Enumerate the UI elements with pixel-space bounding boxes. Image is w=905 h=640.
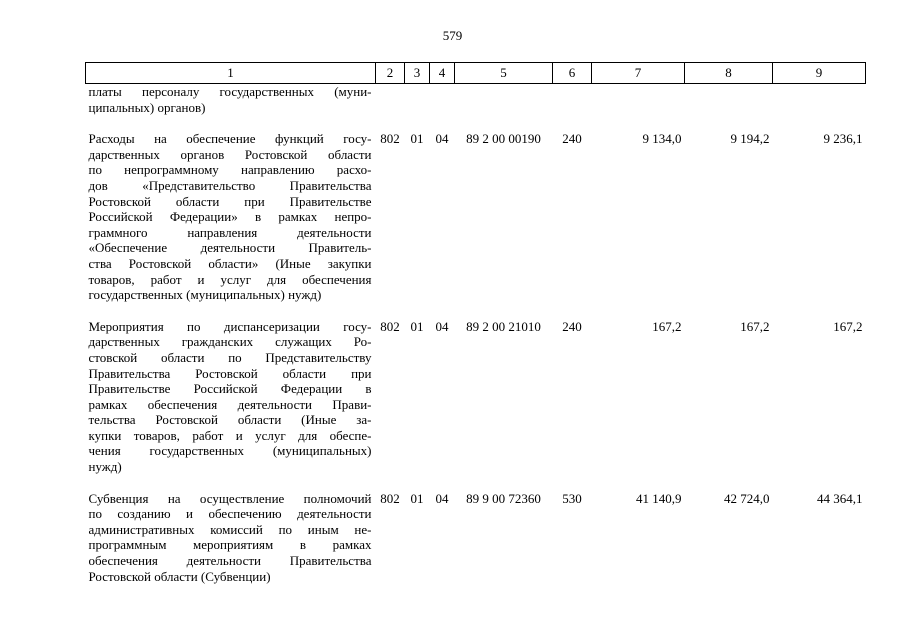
row-code-subsection: 04 [435,490,449,506]
column-header-7: 7 [592,63,685,84]
row-code-expense-type: 240 [562,131,582,147]
column-header-3: 3 [405,63,430,84]
table-row [86,491,866,601]
description-line: платы персоналу государственных (муни- [88,84,372,99]
row-amount-year-1: 41 140,9 [636,490,682,506]
row-code-subsection: 04 [435,131,449,147]
row-code-admin: 802 [380,318,400,334]
description-line: Ростовской области (Субвенции) [88,568,271,584]
row-code-target: 89 9 00 72360 [466,490,541,506]
row-amount-year-1 [592,84,685,132]
row-code-section: 01 [410,131,424,147]
table-row [86,84,866,132]
row-code-admin [376,84,405,132]
row-description [86,84,376,132]
description-line: ства Ростовской области» (Иные закупки [88,255,372,271]
description-line: обеспечения деятельности Правительства [88,553,372,569]
row-amount-year-3: 167,2 [833,318,863,334]
description-line: по созданию и обеспечению деятельности [88,506,372,522]
description-line: рамках обеспечения деятельности Прави- [88,396,372,412]
description-line: Расходы на обеспечение функций госу- [88,131,372,147]
column-header-1: 1 [86,63,376,84]
description-line: стовской области по Представительству [88,349,372,365]
row-code-admin: 802 [380,490,400,506]
description-line: административных комиссий по иным не- [88,521,372,537]
description-line: дов «Представительство Правительства [88,177,372,193]
description-line: Ростовской области при Правительстве [88,193,372,209]
row-amount-year-3 [773,84,866,132]
description-line: Правительства Ростовской области при [88,365,372,381]
row-code-admin: 802 [380,131,400,147]
description-line: товаров, работ и услуг для обеспечения [88,271,372,287]
description-line: купки товаров, работ и услуг для обеспе- [88,427,372,443]
description-line: Мероприятия по диспансеризации госу- [88,318,372,334]
description-line: программным мероприятиям в рамках [88,537,372,553]
row-amount-year-1: 9 134,0 [642,131,682,147]
row-amount-year-2 [685,84,773,132]
description-line: Правительстве Российской Федерации в [88,381,372,397]
table-row [86,131,866,319]
row-code-subsection: 04 [435,318,449,334]
row-amount-year-3: 9 236,1 [823,131,863,147]
column-header-5: 5 [455,63,553,84]
row-description [86,319,376,491]
description-line: чения государственных (муниципальных) [88,443,372,459]
row-code-section: 01 [410,318,424,334]
row-description [86,131,376,319]
row-amount-year-2: 42 724,0 [724,490,770,506]
column-header-2: 2 [376,63,405,84]
description-line: Российской Федерации» в рамках непро- [88,209,372,225]
table-body [86,84,866,601]
table-row [86,319,866,491]
description-line: нужд) [88,459,122,475]
column-header-4: 4 [430,63,455,84]
column-header-8: 8 [685,63,773,84]
row-code-target: 89 2 00 21010 [466,318,541,334]
row-code-subsection [430,84,455,132]
row-code-section [405,84,430,132]
row-code-target: 89 2 00 00190 [466,131,541,147]
row-code-expense-type [553,84,592,132]
description-line: дарственных гражданских служащих Ро- [88,334,372,350]
description-line: дарственных органов Ростовской области [88,146,372,162]
description-line: государственных (муниципальных) нужд) [88,287,322,303]
description-line: Субвенция на осуществление полномочий [88,490,372,506]
row-amount-year-2: 9 194,2 [730,131,770,147]
row-code-target [455,84,553,132]
row-amount-year-3: 44 364,1 [817,490,863,506]
description-line: «Обеспечение деятельности Правитель- [88,240,372,256]
column-header-6: 6 [553,63,592,84]
table-header-row [86,63,866,84]
row-code-expense-type: 530 [562,490,582,506]
description-line: по непрограммному направлению расхо- [88,162,372,178]
row-amount-year-1: 167,2 [652,318,682,334]
column-header-9: 9 [773,63,866,84]
description-line: граммного направления деятельности [88,224,372,240]
row-code-section: 01 [410,490,424,506]
budget-table [85,62,866,600]
description-line: ципальных) органов) [88,99,206,115]
row-amount-year-2: 167,2 [740,318,770,334]
page-number: 579 [442,28,463,43]
row-description [86,491,376,601]
description-line: тельства Ростовской области (Иные за- [88,412,372,428]
row-code-expense-type: 240 [562,318,582,334]
